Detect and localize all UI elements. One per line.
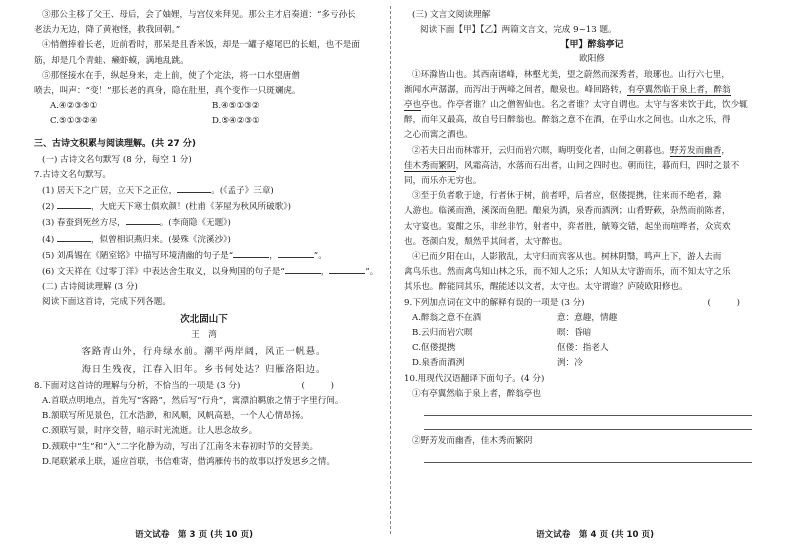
p1-line: 醉，而年又最高，故自号曰醉翁也。醉翁之意不在酒，在乎山水之间也。山水之乐，得 <box>404 115 731 126</box>
p1-line: 渐闻水声潺潺，而泻出于两峰之间者，酿泉也。峰回路转，有亭翼然临于泉上者，醉翁 <box>404 84 731 95</box>
page-footer: 语文试卷 第 4 页 (共 10 页) <box>535 530 655 540</box>
answer-blank[interactable] <box>57 232 91 242</box>
p3-line: 人游也。临溪而渔，溪深而鱼肥。酿泉为酒，泉香而酒洌；山肴野蔌，杂然而前陈者， <box>404 206 731 217</box>
poem-instruction: 阅读下面这首诗，完成下列各题。 <box>42 297 171 308</box>
q9-heading: 9.下列加点词在文中的解释有误的一项是 (3 分) ( ) <box>404 296 780 311</box>
q7-item-5: (5) 刘禹锡在《陋室铭》中描写环境清幽的句子是“ ， ”。 <box>34 248 374 264</box>
option-c[interactable]: C.⑤①③②④ <box>50 116 98 127</box>
paragraph-3 <box>404 189 780 250</box>
option-d[interactable]: D.⑤④②③① <box>212 116 260 127</box>
q8-option[interactable]: C.颈联写景，时序交替，暗示时光流逝。让人思念故乡。 <box>42 426 258 437</box>
poem-author: 王 湾 <box>191 329 217 340</box>
q7-item-6: (6) 文天祥在《过零丁洋》中表达舍生取义，以身殉国的句子是“ ， ”。 <box>34 264 374 280</box>
passage-line: ④悄僧捧着长老，近前看时，那呆是且香米饭，却是一罐子瘪尾巴的长蛆，也不是面 <box>42 40 360 51</box>
answer-line[interactable] <box>424 449 752 463</box>
answer-paren[interactable]: ( ) <box>301 380 334 391</box>
passage-line: 筋，却是几个青蛙、癞虾蟆，满地乱跳。 <box>34 55 189 66</box>
q7-item-3: (3) 春蚕到死丝方尽， 。(李商隐《无题》) <box>34 215 374 231</box>
passage-line: ③那公主移了父王、母后，会了妯娌，与宫仪来拜见。那公主才启奏道：“多亏孙长 <box>42 10 356 20</box>
q7-heading: 7.古诗文名句默写。 <box>34 169 111 180</box>
p1-line: 亭也亭也。作亭者谁？山之僧智仙也。名之者谁？太守自谓也。太守与客来饮于此，饮少辄 <box>404 100 748 111</box>
underlined-sentence: 野芳发而幽香 <box>669 145 722 156</box>
subsection-3-heading: (三) 文言文阅读理解 <box>412 10 491 20</box>
q9-option-row[interactable]: C.伛偻提携 伛偻：指老人 <box>412 343 609 354</box>
answer-blank[interactable] <box>285 264 321 274</box>
answer-line[interactable] <box>424 416 752 430</box>
answer-line[interactable] <box>424 402 752 416</box>
p4-line: ④已而夕阳在山，人影散乱，太守归而宾客从也。树林阴翳，鸣声上下，游人去而 <box>412 252 722 263</box>
subsection-2-heading: (二) 古诗阅读理解 (3 分) <box>42 282 138 293</box>
passage-line: 喷去，叫声：“变！”那长老的真身，隐在肚里，真个变作一只斑斓虎。 <box>34 86 301 97</box>
q7-item-2: (2) ，大庇天下寒士俱欢颜！(杜甫《茅屋为秋风所破歌》) <box>34 199 374 215</box>
classical-instruction: 阅读下面【甲】【乙】两篇文言文，完成 9~13 题。 <box>420 25 617 36</box>
answer-blank[interactable] <box>278 248 314 258</box>
underlined-sentence: 有亭翼然临于泉上者，醉翁 <box>627 84 731 95</box>
reading-passage-options <box>34 8 374 99</box>
subsection-1-heading: (一) 古诗文名句默写 (8 分，每空 1 分) <box>42 154 192 165</box>
p3-line: 太守宴也。宴酣之乐，非丝非竹，射者中，弈者胜，觥筹交错，起坐而喧哗者，众宾欢 <box>404 221 731 232</box>
p1-line: 之心而寓之酒也。 <box>404 130 473 141</box>
p1-line: ①环滁皆山也。其西南诸峰，林壑尤美，望之蔚然而深秀者，琅琊也。山行六七里， <box>412 69 730 80</box>
poem-line: 海日生残夜，江春入旧年。乡书何处达？归雁洛阳边。 <box>81 363 327 375</box>
left-page <box>0 0 388 560</box>
q8-option[interactable]: B.颔联写所见景色，江水浩渺，和风顺，风帆高悬，一个人心情昂扬。 <box>42 411 309 422</box>
underlined-sentence: 佳木秀而繁阴 <box>404 160 456 171</box>
paragraph-4 <box>404 250 780 296</box>
answer-blank[interactable] <box>177 183 211 193</box>
poem-title: 次北固山下 <box>180 313 228 325</box>
answer-paren[interactable]: ( ) <box>707 297 740 308</box>
passage-line: ⑤那怪接水在手，纵起身来，走上前，使了个定法，将一口水望唐僧 <box>42 70 300 81</box>
passage-line: 老法力无边，降了黄袍怪，救我回朝。” <box>34 25 181 36</box>
q9-option-row[interactable]: D.泉香而酒洌 洌：冷 <box>412 358 583 369</box>
q8-option[interactable]: A.首联点明地点，首先写“客路”，然后写“行舟”，寓漂泊羁旅之情于字里行间。 <box>42 396 344 407</box>
essay-title: 【甲】醉翁亭记 <box>560 40 624 51</box>
p2-line: 佳木秀而繁阴，风霜高洁，水落而石出者，山间之四时也。朝而往，暮而归，四时之景不 <box>404 160 740 171</box>
answer-blank[interactable] <box>233 248 269 258</box>
q9-option-row[interactable]: B.云归而岩穴暝 暝：昏暗 <box>412 328 592 339</box>
q8-options <box>34 394 374 470</box>
essay-author: 欧阳修 <box>579 54 605 65</box>
q10-sentence-1: ①有亭翼然临于泉上者，醉翁亭也 <box>412 388 541 399</box>
answer-blank[interactable] <box>57 199 91 209</box>
option-a[interactable]: A.④②③⑤① <box>50 101 98 112</box>
q8-heading: 8.下面对这首诗的理解与分析，不恰当的一项是 (3 分) ( ) <box>34 379 374 394</box>
q8-option[interactable]: D.颈联中“生”和“入”二字化静为动，写出了江南冬末春初时节的交替美。 <box>42 441 319 452</box>
page-divider <box>390 6 391 534</box>
p4-line: 禽鸟乐也。然而禽鸟知山林之乐，而不知人之乐；人知从太守游而乐，而不知太守之乐 <box>404 267 731 278</box>
right-page <box>396 0 794 560</box>
poem-line: 客路青山外，行舟绿水前。潮平两岸阔，风正一帆悬。 <box>81 345 327 357</box>
answer-blank[interactable] <box>126 215 160 225</box>
section-3-heading: 三、古诗文积累与阅读理解。(共 27 分) <box>34 138 197 149</box>
q6-options-row-1 <box>34 99 374 114</box>
p3-line: ③至于负者歌于途，行者休于树，前者呼，后者应，伛偻提携，往来而不绝者，滁 <box>412 191 722 202</box>
q10-heading: 10.用现代汉语翻译下面句子。(4 分) <box>404 373 545 384</box>
q8-option[interactable]: D.尾联紧承上联，遥应首联，书信难寄，借鸿雁传书的故事以抒发思乡之情。 <box>42 456 335 467</box>
q7-item-4: (4) ，似曾相识燕归来。(晏殊《浣溪沙》) <box>34 232 374 248</box>
q10-sentence-2: ②野芳发而幽香，佳木秀而繁阴 <box>412 436 533 447</box>
p2-line: 同，而乐亦无穷也。 <box>404 176 482 187</box>
p2-line: ②若夫日出而林霏开，云归而岩穴暝，晦明变化者，山间之朝暮也。野芳发而幽香， <box>412 145 731 156</box>
q9-options <box>412 311 617 372</box>
page-footer: 语文试卷 第 3 页 (共 10 页) <box>134 530 254 540</box>
option-b[interactable]: B.④⑤①③② <box>212 101 260 112</box>
answer-blank[interactable] <box>329 264 365 274</box>
q6-options-row-2 <box>34 114 374 129</box>
q7-item-1: (1) 居天下之广居，立天下之正位， 。(《孟子》三章) <box>34 183 374 199</box>
p4-line: 其乐也。醉能同其乐，醒能述以文者，太守也。太守谓谁？庐陵欧阳修也。 <box>404 282 688 293</box>
q9-option-row[interactable]: A.醉翁之意不在酒 意：意趣，情趣 <box>412 312 618 323</box>
p3-line: 也。苍颜白发，颓然乎其间者，太守醉也。 <box>404 236 568 247</box>
